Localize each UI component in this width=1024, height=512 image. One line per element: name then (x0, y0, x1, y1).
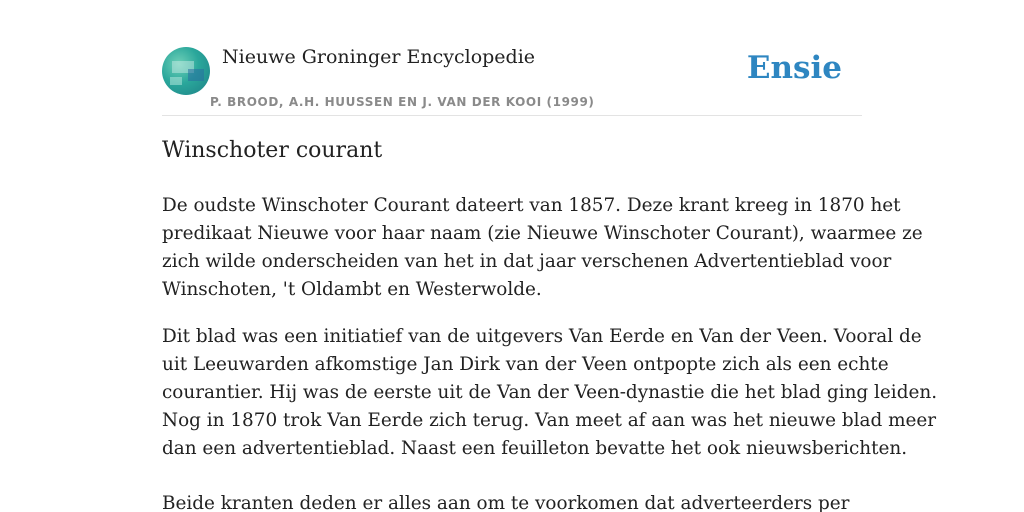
source-authors: P. BROOD, A.H. HUUSSEN EN J. VAN DER KOOI (1999) (210, 95, 595, 109)
paragraph-line: Nog in 1870 trok Van Eerde zich terug. Van meet af aan was het nieuwe blad meer (162, 410, 937, 431)
article-title: Winschoter courant (162, 138, 383, 163)
source-thumbnail-icon[interactable] (162, 47, 210, 95)
paragraph (162, 490, 872, 512)
paragraph-line: uit Leeuwarden afkomstige Jan Dirk van der Veen ontpopte zich als een echte (162, 354, 889, 375)
paragraph-line: Beide kranten deden er alles aan om te voorkomen dat adverteerders per (162, 493, 850, 512)
paragraph-line: zich wilde onderscheiden van het in dat jaar verschenen Advertentieblad voor (162, 251, 892, 272)
paragraph (162, 323, 938, 463)
paragraph-line: Winschoten, 't Oldambt en Westerwolde. (162, 279, 542, 300)
ensie-logo-link[interactable]: Ensie (746, 50, 842, 86)
paragraph-line: predikaat Nieuwe voor haar naam (zie Nieuwe Winschoter Courant), waarmee ze (162, 223, 923, 244)
source-header (162, 44, 862, 116)
paragraph-line: Dit blad was een initiatief van de uitgevers Van Eerde en Van der Veen. Vooral de (162, 326, 922, 347)
article-body (162, 192, 938, 512)
thumbnail-shape (170, 77, 182, 85)
source-title-link[interactable]: Nieuwe Groninger Encyclopedie (222, 46, 536, 68)
paragraph-line: dan een advertentieblad. Naast een feuilleton bevatte het ook nieuwsberichten. (162, 438, 908, 459)
paragraph-line: De oudste Winschoter Courant dateert van 1857. Deze krant kreeg in 1870 het (162, 195, 901, 216)
paragraph-line: courantier. Hij was de eerste uit de Van der Veen-dynastie die het blad ging leiden. (162, 382, 938, 403)
paragraph (162, 192, 923, 304)
thumbnail-shape (188, 69, 204, 81)
